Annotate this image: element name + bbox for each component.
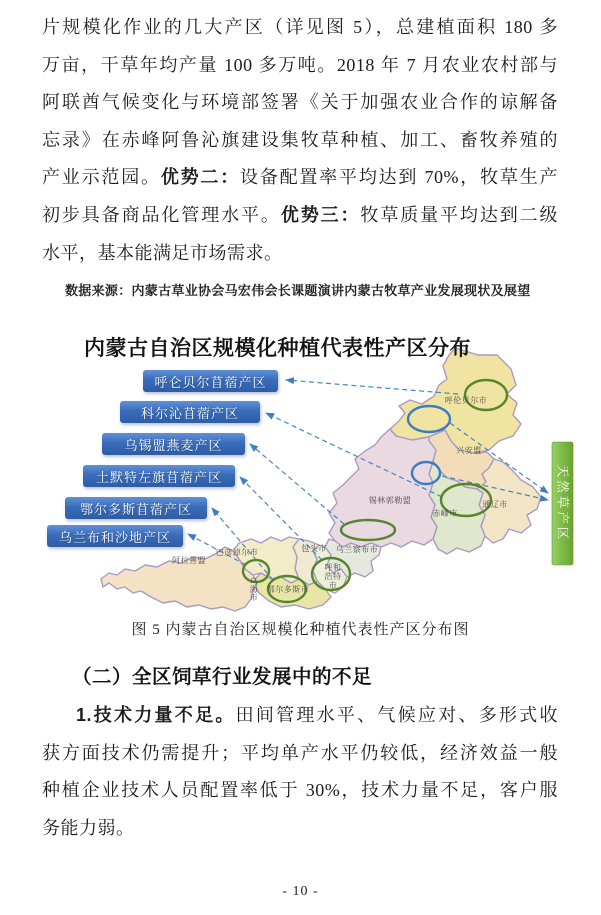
city-label: 乌 (249, 577, 259, 586)
body-text-line (42, 84, 558, 122)
text-run: 田间管理水平、气候应对、多形式收 (235, 705, 558, 725)
body-text-line (42, 9, 558, 47)
body-text-line (42, 697, 558, 735)
city-label: 浩特 (324, 572, 342, 581)
text-run: 万亩，干草年均产量 100 多万吨。2018 年 7 月农业农村部与 (42, 54, 558, 75)
city-label: 市 (328, 581, 338, 590)
city-label: 海 (249, 585, 259, 594)
city-label: 阿拉善盟 (172, 556, 206, 565)
bold-text-run: 1.技术力量不足。 (76, 705, 236, 725)
city-label: 巴彦淖尔市 (215, 548, 259, 557)
city-label: 赤峰市 (432, 509, 458, 518)
text-run: 初步具备商品化管理水平。 (42, 204, 281, 225)
body-text-line (42, 735, 558, 773)
body-paragraph-2 (42, 697, 558, 847)
zone-label-box-hulunbuir-alfalfa: 呼仑贝尔苜蓿产区 (143, 370, 278, 392)
map-region-xilingol (329, 429, 437, 547)
text-run: 牧草质量平均达到二级 (360, 204, 559, 225)
bold-text-run: 优势二： (160, 167, 241, 188)
city-label: 乌兰察布市 (335, 545, 379, 554)
page-number: - 10 - (282, 884, 319, 899)
city-label: 包头市 (301, 544, 327, 553)
text-run: 设备配置率平均达到 70%，牧草生产 (240, 167, 559, 188)
section-heading: （二）全区饲草行业发展中的不足 (72, 666, 373, 688)
text-run: 片规模化作业的几大产区（详见图 5），总建植面积 180 多 (42, 17, 558, 37)
bold-text-run: 优势三： (280, 204, 361, 225)
text-run: 忘录》在赤峰阿鲁沁旗建设集牧草种植、加工、畜牧养殖的 (42, 129, 558, 150)
natural-grass-bar-label: 天然草产区 (555, 464, 570, 543)
text-run: 产业示范园。 (42, 167, 161, 188)
city-label: 呼和 (324, 563, 342, 572)
figure-caption: 图 5 内蒙古自治区规模化种植代表性产区分布图 (131, 622, 470, 638)
figure-title: 内蒙古自治区规模化种植代表性产区分布 (84, 337, 471, 360)
text-run: 阿联酋气候变化与环境部签署《关于加强农业合作的谅解备 (42, 92, 558, 113)
natural-grass-bar (552, 442, 573, 565)
city-label: 通辽市 (482, 500, 508, 509)
text-run: 种植企业技术人员配置率低于 30%，技术力量不足，客户服 (42, 780, 558, 801)
zone-label-box-horqin-alfalfa: 科尔沁苜蓿产区 (120, 401, 260, 423)
zone-label-box-wuximeng-oat: 乌锡盟燕麦产区 (102, 433, 245, 455)
zone-label-box-ordos-alfalfa: 鄂尔多斯苜蓿产区 (65, 497, 207, 519)
body-text-line (42, 235, 558, 273)
data-source-note: 数据来源：内蒙古草业协会马宏伟会长课题演讲内蒙古牧草产业发展现状及展望 (65, 283, 531, 298)
zone-label-box-ulanbuhe-sandy: 乌兰布和沙地产区 (47, 525, 183, 547)
city-label: 鄂尔多斯市 (266, 585, 310, 594)
city-label: 呼伦贝尔市 (444, 396, 488, 405)
connector-arrow-0 (286, 380, 458, 394)
zone-label-box-tumotezuoqi-alfalfa: 土默特左旗苜蓿产区 (83, 465, 235, 487)
body-text-line (42, 47, 558, 85)
body-text-line (42, 772, 558, 810)
body-text-line (42, 122, 558, 160)
text-run: 务能力弱。 (42, 817, 135, 838)
body-paragraph (42, 9, 558, 272)
body-text-line (42, 810, 558, 848)
text-run: 水平，基本能满足市场需求。 (42, 242, 283, 263)
body-text-line (42, 159, 558, 197)
text-run: 获方面技术仍需提升；平均单产水平仍较低，经济效益一般 (42, 742, 558, 763)
city-label: 兴安盟 (456, 446, 482, 455)
city-label: 市 (249, 593, 259, 602)
city-label: 锡林郭勒盟 (368, 496, 412, 505)
connector-arrow-2 (250, 444, 344, 524)
body-text-line (42, 197, 558, 235)
